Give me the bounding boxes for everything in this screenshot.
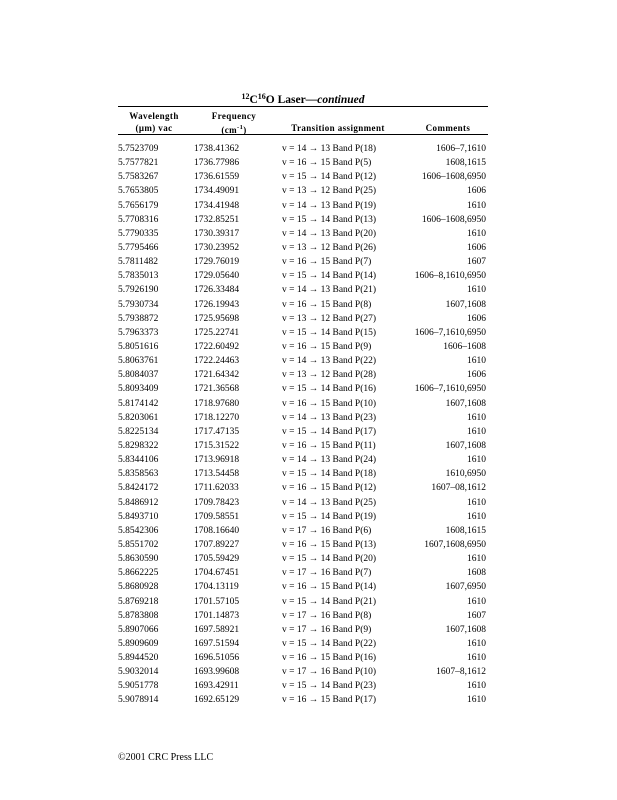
frequency-cell: 1734.49091: [194, 186, 240, 197]
table-row: [118, 326, 488, 340]
table-row: [118, 425, 488, 439]
table-row: [118, 453, 488, 467]
comments-cell: 1608: [467, 568, 486, 579]
comments-cell: 1610,6950: [445, 469, 486, 480]
comments-cell: 1606–1608,6950: [421, 172, 486, 183]
transition-cell: v = 15 → 14 Band P(21): [282, 596, 377, 607]
transition-cell: v = 15 → 14 Band P(20): [282, 554, 377, 565]
table-row: [118, 241, 488, 255]
frequency-cell: 1693.42911: [194, 681, 239, 692]
transition-cell: v = 14 → 13 Band P(22): [282, 356, 377, 367]
transition-cell: v = 15 → 14 Band P(14): [282, 271, 377, 282]
table-row: [118, 142, 488, 156]
comments-cell: 1606: [467, 186, 486, 197]
transition-cell: v = 13 → 12 Band P(27): [282, 313, 377, 324]
table-row: [118, 312, 488, 326]
comments-cell: 1606–8,1610,6950: [414, 271, 486, 282]
table-row: [118, 283, 488, 297]
table-row: [118, 340, 488, 354]
transition-cell: v = 13 → 12 Band P(25): [282, 186, 377, 197]
table-row: [118, 580, 488, 594]
frequency-cell: 1713.54458: [194, 469, 240, 480]
comments-cell: 1610: [467, 412, 486, 423]
table-row: [118, 566, 488, 580]
frequency-cell: 1718.97680: [194, 398, 240, 409]
table-row: [118, 637, 488, 651]
comments-cell: 1610: [467, 497, 486, 508]
wavelength-cell: 5.7795466: [118, 242, 159, 253]
transition-cell: v = 16 → 15 Band P(7): [282, 257, 372, 268]
frequency-cell: 1718.12270: [194, 412, 240, 423]
frequency-cell: 1697.51594: [194, 638, 240, 649]
wavelength-cell: 5.8486912: [118, 497, 159, 508]
comments-cell: 1606: [467, 370, 486, 381]
comments-cell: 1610: [467, 638, 486, 649]
wavelength-cell: 5.9051778: [118, 681, 159, 692]
transition-cell: v = 15 → 14 Band P(12): [282, 172, 377, 183]
wavelength-cell: 5.8769218: [118, 596, 159, 607]
transition-cell: v = 15 → 14 Band P(19): [282, 511, 377, 522]
comments-cell: 1606–7,1610,6950: [414, 327, 486, 338]
frequency-cell: 1738.41362: [194, 144, 240, 154]
column-header-frequency: [194, 110, 274, 136]
comments-cell: 1607: [467, 257, 486, 268]
header-top-rule: [118, 106, 488, 107]
transition-cell: v = 14 → 13 Band P(25): [282, 497, 377, 508]
wavelength-cell: 5.8493710: [118, 511, 159, 522]
transition-cell: v = 17 → 16 Band P(6): [282, 525, 372, 536]
transition-cell: v = 15 → 14 Band P(13): [282, 214, 377, 225]
transition-cell: v = 17 → 16 Band P(9): [282, 624, 372, 635]
transition-cell: v = 16 → 15 Band P(8): [282, 299, 372, 310]
transition-cell: v = 14 → 13 Band P(20): [282, 228, 377, 239]
transition-cell: v = 16 → 15 Band P(11): [282, 440, 376, 451]
comments-cell: 1608,1615: [445, 158, 486, 169]
frequency-cell: 1713.96918: [194, 455, 240, 466]
comments-cell: 1610: [467, 596, 486, 607]
transition-cell: v = 15 → 14 Band P(18): [282, 469, 377, 480]
wavelength-cell: 5.7938872: [118, 313, 159, 324]
wavelength-cell: 5.8424172: [118, 483, 159, 494]
frequency-cell: 1692.65129: [194, 695, 240, 706]
wavelength-cell: 5.8084037: [118, 370, 159, 381]
wavelength-cell: 5.7930734: [118, 299, 159, 310]
frequency-unit-close: ): [243, 125, 247, 135]
wavelength-cell: 5.7577821: [118, 158, 159, 169]
comments-cell: 1607,6950: [445, 582, 486, 593]
wavelength-cell: 5.7926190: [118, 285, 159, 296]
comments-cell: 1610: [467, 228, 486, 239]
wavelength-cell: 5.8630590: [118, 554, 159, 565]
wavelength-cell: 5.7811482: [118, 257, 159, 268]
comments-cell: 1610: [467, 455, 486, 466]
comments-cell: 1608,1615: [445, 525, 486, 536]
comments-cell: 1607,1608: [445, 624, 486, 635]
table-row: [118, 538, 488, 552]
wavelength-header-line2: (μm) vac: [135, 123, 173, 133]
frequency-cell: 1697.58921: [194, 624, 240, 635]
table-row: [118, 354, 488, 368]
comments-cell: 1607,1608,6950: [424, 539, 486, 550]
title-continued: continued: [317, 94, 365, 106]
transition-cell: v = 15 → 14 Band P(22): [282, 638, 377, 649]
table-row: [118, 213, 488, 227]
transition-cell: v = 17 → 16 Band P(7): [282, 568, 372, 579]
table-title: [118, 92, 488, 106]
frequency-cell: 1730.23952: [194, 242, 240, 253]
frequency-cell: 1693.99608: [194, 667, 240, 678]
wavelength-header-line1: Wavelength: [129, 111, 179, 121]
table-row: [118, 623, 488, 637]
wavelength-cell: 5.9078914: [118, 695, 159, 706]
frequency-cell: 1732.85251: [194, 214, 240, 225]
frequency-cell: 1722.60492: [194, 341, 240, 352]
comments-cell: 1607–08,1612: [431, 483, 486, 494]
table-row: [118, 693, 488, 707]
table-row: [118, 552, 488, 566]
table-row: [118, 255, 488, 269]
wavelength-cell: 5.7523709: [118, 144, 159, 154]
comments-cell: 1610: [467, 554, 486, 565]
wavelength-cell: 5.7583267: [118, 172, 159, 183]
table-row: [118, 609, 488, 623]
transition-cell: v = 14 → 13 Band P(18): [282, 144, 377, 154]
wavelength-cell: 5.8662225: [118, 568, 159, 579]
table-row: [118, 269, 488, 283]
transition-cell: v = 14 → 13 Band P(24): [282, 455, 377, 466]
header-bottom-rule: [118, 134, 488, 135]
table-row: [118, 170, 488, 184]
wavelength-cell: 5.8203061: [118, 412, 159, 423]
wavelength-cell: 5.8093409: [118, 384, 159, 395]
transition-cell: v = 16 → 15 Band P(16): [282, 653, 377, 664]
transition-cell: v = 15 → 14 Band P(15): [282, 327, 377, 338]
transition-cell: v = 16 → 15 Band P(9): [282, 341, 372, 352]
transition-cell: v = 17 → 16 Band P(8): [282, 610, 372, 621]
table-row: [118, 156, 488, 170]
wavelength-cell: 5.8063761: [118, 356, 159, 367]
comments-cell: 1607,1608: [445, 440, 486, 451]
table-row: [118, 397, 488, 411]
table-row: [118, 298, 488, 312]
table-row: [118, 481, 488, 495]
wavelength-cell: 5.7835013: [118, 271, 159, 282]
transition-cell: v = 17 → 16 Band P(10): [282, 667, 377, 678]
frequency-unit-exponent: -1: [237, 124, 244, 131]
table-row: [118, 665, 488, 679]
table-body: [118, 142, 488, 708]
frequency-cell: 1721.64342: [194, 370, 240, 381]
frequency-cell: 1704.13119: [194, 582, 239, 593]
frequency-cell: 1725.22741: [194, 327, 240, 338]
frequency-cell: 1715.31522: [194, 440, 240, 451]
comments-cell: 1610: [467, 653, 486, 664]
comments-cell: 1610: [467, 681, 486, 692]
comments-cell: 1607,1608: [445, 398, 486, 409]
transition-cell: v = 14 → 13 Band P(23): [282, 412, 377, 423]
comments-cell: 1606–1608: [443, 341, 486, 352]
frequency-cell: 1711.62033: [194, 483, 239, 494]
frequency-cell: 1705.59429: [194, 554, 240, 565]
transition-cell: v = 16 → 15 Band P(12): [282, 483, 377, 494]
frequency-cell: 1722.24463: [194, 356, 240, 367]
frequency-cell: 1726.19943: [194, 299, 240, 310]
transition-cell: v = 16 → 15 Band P(10): [282, 398, 377, 409]
table-row: [118, 368, 488, 382]
comments-cell: 1606–1608,6950: [421, 214, 486, 225]
comments-cell: 1607: [467, 610, 486, 621]
frequency-cell: 1709.58551: [194, 511, 240, 522]
column-header-comments: Comments: [425, 123, 471, 133]
wavelength-cell: 5.7790335: [118, 228, 159, 239]
wavelength-cell: 5.8344106: [118, 455, 159, 466]
frequency-cell: 1730.39317: [194, 228, 240, 239]
wavelength-cell: 5.8944520: [118, 653, 159, 664]
comments-cell: 1606: [467, 242, 486, 253]
wavelength-cell: 5.8680928: [118, 582, 159, 593]
title-element-oxygen: O: [265, 94, 275, 106]
table-row: [118, 651, 488, 665]
frequency-cell: 1729.76019: [194, 257, 240, 268]
table-row: [118, 467, 488, 481]
wavelength-cell: 5.7653805: [118, 186, 159, 197]
table-row: [118, 184, 488, 198]
wavelength-cell: 5.8174142: [118, 398, 159, 409]
comments-cell: 1606: [467, 313, 486, 324]
transition-cell: v = 13 → 12 Band P(26): [282, 242, 377, 253]
wavelength-cell: 5.8542306: [118, 525, 159, 536]
table-row: [118, 199, 488, 213]
transition-cell: v = 15 → 14 Band P(16): [282, 384, 377, 395]
column-header-wavelength: [118, 110, 190, 134]
frequency-cell: 1734.41948: [194, 200, 240, 211]
wavelength-cell: 5.8909609: [118, 638, 159, 649]
transition-cell: v = 16 → 15 Band P(14): [282, 582, 377, 593]
frequency-unit: (cm: [221, 125, 238, 135]
table-row: [118, 382, 488, 396]
frequency-cell: 1709.78423: [194, 497, 240, 508]
wavelength-cell: 5.7708316: [118, 214, 159, 225]
wavelength-cell: 5.8783808: [118, 610, 159, 621]
copyright-footer: ©2001 CRC Press LLC: [118, 752, 214, 763]
wavelength-cell: 5.7963373: [118, 327, 159, 338]
frequency-cell: 1708.16640: [194, 525, 240, 536]
frequency-cell: 1701.57105: [194, 596, 240, 607]
frequency-header-line1: Frequency: [211, 111, 257, 121]
column-header-transition: Transition assignment: [291, 123, 385, 133]
table-row: [118, 510, 488, 524]
table-row: [118, 227, 488, 241]
wavelength-cell: 5.8298322: [118, 440, 159, 451]
frequency-cell: 1704.67451: [194, 568, 240, 579]
comments-cell: 1610: [467, 695, 486, 706]
comments-cell: 1607–8,1612: [436, 667, 486, 678]
comments-cell: 1610: [467, 200, 486, 211]
table-row: [118, 595, 488, 609]
transition-cell: v = 15 → 14 Band P(23): [282, 681, 377, 692]
frequency-cell: 1725.95698: [194, 313, 240, 324]
comments-cell: 1606–7,1610,6950: [414, 384, 486, 395]
table-row: [118, 439, 488, 453]
wavelength-cell: 5.7656179: [118, 200, 159, 211]
wavelength-cell: 5.8051616: [118, 341, 159, 352]
frequency-cell: 1696.51056: [194, 653, 240, 664]
frequency-cell: 1707.89227: [194, 539, 240, 550]
comments-cell: 1610: [467, 285, 486, 296]
frequency-cell: 1736.61559: [194, 172, 240, 183]
transition-cell: v = 14 → 13 Band P(19): [282, 200, 377, 211]
table-row: [118, 679, 488, 693]
comments-cell: 1610: [467, 356, 486, 367]
comments-cell: 1610: [467, 426, 486, 437]
transition-cell: v = 16 → 15 Band P(13): [282, 539, 377, 550]
comments-cell: 1610: [467, 511, 486, 522]
frequency-cell: 1717.47135: [194, 426, 240, 437]
frequency-cell: 1729.05640: [194, 271, 240, 282]
comments-cell: 1607,1608: [445, 299, 486, 310]
wavelength-cell: 5.8225134: [118, 426, 159, 437]
transition-cell: v = 16 → 15 Band P(5): [282, 158, 372, 169]
wavelength-cell: 5.8551702: [118, 539, 159, 550]
frequency-cell: 1701.14873: [194, 610, 240, 621]
table-row: [118, 411, 488, 425]
wavelength-cell: 5.9032014: [118, 667, 159, 678]
title-mass-carbon: 12: [241, 92, 250, 101]
frequency-cell: 1736.77986: [194, 158, 240, 169]
table-row: [118, 524, 488, 538]
wavelength-cell: 5.8907066: [118, 624, 159, 635]
transition-cell: v = 14 → 13 Band P(21): [282, 285, 377, 296]
title-mass-oxygen: 16: [257, 92, 266, 101]
transition-cell: v = 13 → 12 Band P(28): [282, 370, 377, 381]
comments-cell: 1606–7,1610: [436, 144, 486, 154]
title-element-carbon: C: [249, 94, 258, 106]
wavelength-cell: 5.8358563: [118, 469, 159, 480]
title-main: Laser—: [274, 94, 318, 106]
frequency-cell: 1721.36568: [194, 384, 240, 395]
table-row: [118, 496, 488, 510]
frequency-cell: 1726.33484: [194, 285, 240, 296]
transition-cell: v = 15 → 14 Band P(17): [282, 426, 377, 437]
transition-cell: v = 16 → 15 Band P(17): [282, 695, 377, 706]
